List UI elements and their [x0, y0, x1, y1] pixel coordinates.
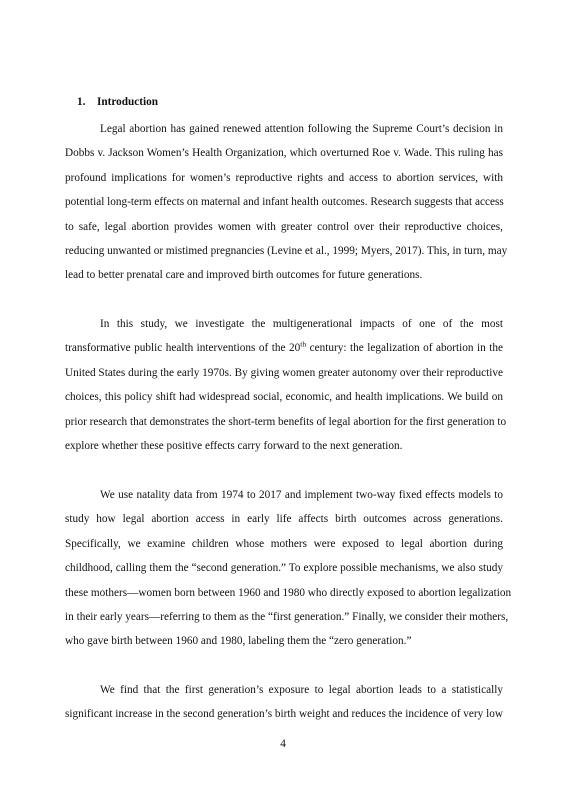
- paragraph-1: [65, 117, 508, 288]
- text-line: explore whether these positive effects carry forward to the next generation.: [65, 440, 403, 453]
- text-segment: century: the legalization of abortion in the: [306, 342, 504, 355]
- text-line: We use natality data from 1974 to 2017 and implement two-way fixed effects models to: [100, 489, 503, 501]
- section-number: 1.: [77, 96, 86, 108]
- text-line: in their early years—referring to them as the “first generation.” Finally, we consider their mothers,: [65, 611, 509, 624]
- text-line: We find that the first generation’s exposure to legal abortion leads to a statistically: [100, 684, 503, 696]
- paragraph-4: [65, 678, 503, 727]
- text-line: In this study, we investigate the multigenerational impacts of one of the most: [100, 318, 503, 330]
- text-line: study how legal abortion access in early life affects birth outcomes across generations.: [65, 513, 503, 526]
- text-line: to safe, legal abortion provides women with greater control over their reproductive choices,: [65, 220, 503, 233]
- section-heading: [77, 96, 158, 108]
- superscript: th: [300, 339, 307, 349]
- text-line: who gave birth between 1960 and 1980, labeling them the “zero generation.”: [65, 635, 412, 648]
- text-line: prior research that demonstrates the short-term benefits of legal abortion for the first generation to: [65, 415, 507, 428]
- text-line: potential long-term effects on maternal and infant health outcomes. Research suggests that access: [65, 196, 504, 209]
- text-line: significant increase in the second generation’s birth weight and reduces the incidence of very low: [65, 708, 503, 721]
- text-line: Legal abortion has gained renewed attention following the Supreme Court’s decision in: [100, 123, 503, 135]
- text-line: profound implications for women’s reproductive rights and access to abortion services, with: [65, 171, 503, 184]
- text-line: these mothers—women born between 1960 and 1980 who directly exposed to abortion legalization: [65, 586, 512, 599]
- text-line: Dobbs v. Jackson Women’s Health Organization, which overturned Roe v. Wade. This ruling has: [65, 147, 503, 160]
- page-number: 4: [280, 738, 286, 750]
- text-segment: transformative public health interventions of the 20: [65, 342, 301, 355]
- paragraph-2: [65, 312, 507, 458]
- text-line: Specifically, we examine children whose mothers were exposed to legal abortion during: [65, 537, 503, 550]
- text-line: choices, this policy shift had widespread social, economic, and health implications. We build on: [65, 391, 503, 404]
- text-line: reducing unwanted or mistimed pregnancies (Levine et al., 1999; Myers, 2017). This, in turn, may: [65, 245, 508, 258]
- text-line: childhood, calling them the “second generation.” To explore possible mechanisms, we also study: [65, 562, 503, 575]
- paragraph-3: [65, 483, 512, 654]
- text-line: United States during the early 1970s. By giving women greater autonomy over their reproductive: [65, 366, 504, 379]
- section-title: Introduction: [97, 96, 159, 108]
- text-line: lead to better prenatal care and improved birth outcomes for future generations.: [65, 269, 423, 282]
- text-line: [65, 336, 503, 360]
